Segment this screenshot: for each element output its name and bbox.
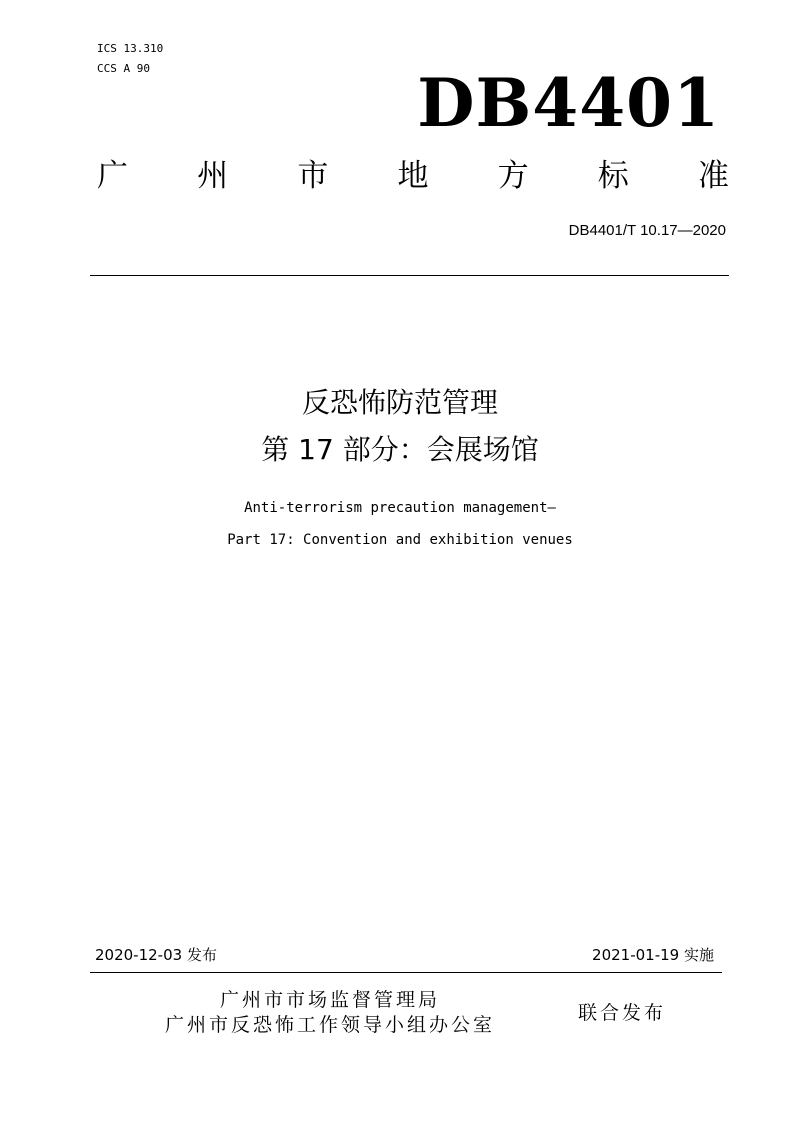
- standard-type-char: 市: [297, 158, 329, 194]
- standard-type-char: 方: [497, 158, 529, 194]
- standard-type: [97, 156, 729, 196]
- issuer-name: 广州市反恐怖工作领导小组办公室: [164, 1014, 495, 1036]
- implementation-date: 2021-01-19 实施: [592, 946, 714, 964]
- standard-type-char: 准: [697, 158, 729, 194]
- standard-type-char: 标: [597, 158, 629, 194]
- ics-code: ICS 13.310: [97, 42, 164, 55]
- footer-divider: [90, 972, 722, 973]
- standard-type-char: 广: [97, 158, 128, 194]
- standard-type-char: 地: [397, 158, 429, 194]
- title-zh-line1: 反恐怖防范管理: [301, 386, 498, 419]
- issue-date: 2020-12-03 发布: [95, 946, 217, 964]
- standard-number: DB4401/T 10.17—2020: [568, 222, 726, 239]
- db-mark: DB4401: [417, 64, 720, 142]
- title-en-line2: Part 17: Convention and exhibition venues: [227, 532, 573, 548]
- header-divider: [90, 275, 729, 276]
- joint-issue-label: 联合发布: [578, 1002, 667, 1024]
- title-en-line1: Anti-terrorism precaution management—: [244, 500, 556, 516]
- ccs-code: CCS A 90: [97, 62, 150, 75]
- title-zh-line2: 第 17 部分：会展场馆: [261, 433, 539, 466]
- standard-type-char: 州: [197, 158, 229, 194]
- issuer-name: 广州市市场监督管理局: [219, 989, 440, 1011]
